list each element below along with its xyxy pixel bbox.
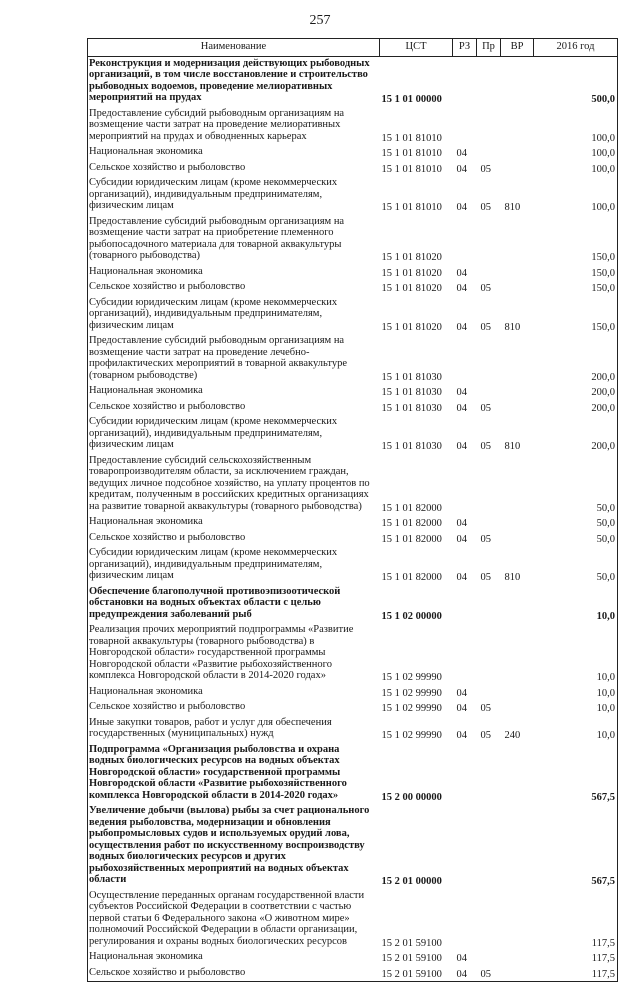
row-rz: 04 xyxy=(456,283,467,294)
row-sum: 200,0 xyxy=(534,334,618,384)
header-rz: РЗ xyxy=(453,39,477,57)
row-pr xyxy=(477,623,501,685)
row-vr xyxy=(501,889,534,951)
row-sum: 100,0 xyxy=(534,107,618,146)
row-rz xyxy=(453,454,477,516)
row-pr xyxy=(477,334,501,384)
row-sum: 117,5 xyxy=(534,966,618,982)
row-pr: 05 xyxy=(480,572,491,583)
row-rz: 04 xyxy=(456,518,467,529)
row-name: Предоставление субсидий рыбоводным организациям на возмещение части затрат на проведение мелиоративных мероприятий на прудах и обводненных карьерах xyxy=(88,107,380,146)
row-pr xyxy=(477,804,501,889)
row-cst: 15 1 01 81020 xyxy=(381,252,442,263)
row-pr: 05 xyxy=(480,730,491,741)
row-rz xyxy=(453,334,477,384)
table-row xyxy=(88,515,618,531)
row-sum: 567,5 xyxy=(534,743,618,805)
row-cst: 15 2 01 59100 xyxy=(381,937,442,949)
row-name: Обеспечение благополучной противоэпизоотической обстановки на водных объектах области с целью предупреждения заболеваний рыб xyxy=(88,585,380,624)
row-pr xyxy=(477,743,501,805)
row-pr xyxy=(477,107,501,146)
table-row xyxy=(88,700,618,716)
row-pr xyxy=(477,265,501,281)
table-row xyxy=(88,585,618,624)
row-sum: 200,0 xyxy=(534,400,618,416)
row-rz xyxy=(453,56,477,107)
row-pr xyxy=(477,889,501,951)
table-row xyxy=(88,743,618,805)
row-cst: 15 2 01 59100 xyxy=(380,966,453,982)
row-cst: 15 1 01 81030 xyxy=(381,441,442,452)
row-vr: 810 xyxy=(504,441,521,452)
row-name: Национальная экономика xyxy=(88,265,380,281)
row-sum: 50,0 xyxy=(534,515,618,531)
row-pr: 05 xyxy=(480,321,491,333)
row-vr xyxy=(501,215,534,265)
table-row xyxy=(88,280,618,296)
row-vr xyxy=(501,454,534,516)
row-pr: 05 xyxy=(480,202,491,213)
row-rz: 04 xyxy=(456,687,467,699)
table-row xyxy=(88,531,618,547)
row-name: Предоставление субсидий сельскохозяйственным товаропроизводителям области, за исключением граждан, ведущих личное подсобное хозяйство, на уплату процентов по кредитам, полученным в российских кредитных организациях на развитие товарной аквакультуры (товарного рыбоводства) xyxy=(88,454,380,516)
row-rz: 04 xyxy=(456,148,467,159)
row-rz xyxy=(453,889,477,951)
header-cst: ЦСТ xyxy=(380,39,453,57)
row-sum: 10,0 xyxy=(534,700,618,716)
row-sum: 50,0 xyxy=(534,546,618,585)
row-pr xyxy=(477,585,501,624)
row-rz: 04 xyxy=(456,730,467,741)
row-cst: 15 1 01 81010 xyxy=(381,202,442,213)
row-rz: 04 xyxy=(456,703,467,714)
table-row xyxy=(88,265,618,281)
table-row xyxy=(88,889,618,951)
row-rz: 04 xyxy=(456,267,467,279)
row-rz xyxy=(453,215,477,265)
table-row xyxy=(88,145,618,161)
row-cst: 15 1 01 82000 xyxy=(381,518,442,529)
row-name: Национальная экономика xyxy=(88,685,380,701)
table-row xyxy=(88,966,618,982)
row-cst: 15 1 01 81010 xyxy=(381,163,442,175)
row-name: Субсидии юридическим лицам (кроме некоммерческих организаций), индивидуальным предпринимателям, физическим лицам xyxy=(88,546,380,585)
row-sum: 50,0 xyxy=(534,454,618,516)
row-rz xyxy=(453,107,477,146)
row-rz xyxy=(453,804,477,889)
row-vr xyxy=(501,334,534,384)
row-pr xyxy=(477,145,501,161)
row-sum: 10,0 xyxy=(534,716,618,743)
header-sum: 2016 год xyxy=(534,39,618,57)
table-row xyxy=(88,415,618,454)
row-vr: 810 xyxy=(504,572,521,583)
table-header-row xyxy=(88,39,618,57)
budget-table xyxy=(87,38,618,982)
row-rz: 04 xyxy=(456,953,467,964)
row-name: Осуществление переданных органам государственной власти субъектов Российской Федерации в соответствии с частью первой статьи 6 Федерального закона «О животном мире» полномочий Российской Федерации в области организации, регулирования и охраны водных биологических ресурсов xyxy=(88,889,380,951)
row-vr xyxy=(501,384,534,400)
table-row xyxy=(88,215,618,265)
table-row xyxy=(88,176,618,215)
row-pr: 05 xyxy=(480,703,491,714)
row-name: Предоставление субсидий рыбоводным организациям на возмещение части затрат на приобретение племенного рыбопосадочного материала для товарной аквакультуры (товарного рыбоводства) xyxy=(88,215,380,265)
row-rz: 04 xyxy=(456,402,467,414)
row-vr xyxy=(501,966,534,982)
row-vr xyxy=(501,145,534,161)
row-name: Национальная экономика xyxy=(88,145,380,161)
row-sum: 100,0 xyxy=(534,176,618,215)
table-body xyxy=(88,56,618,982)
row-rz: 04 xyxy=(456,387,467,398)
row-name: Сельское хозяйство и рыболовство xyxy=(88,161,380,177)
row-sum: 200,0 xyxy=(534,384,618,400)
row-name: Иные закупки товаров, работ и услуг для обеспечения государственных (муниципальных) нужд xyxy=(88,716,380,743)
table-row xyxy=(88,56,618,107)
row-cst: 15 1 01 81020 xyxy=(381,267,442,279)
row-vr xyxy=(501,804,534,889)
row-cst: 15 1 01 81030 xyxy=(381,402,442,414)
row-vr xyxy=(501,280,534,296)
row-name: Субсидии юридическим лицам (кроме некоммерческих организаций), индивидуальным предпринимателям, физическим лицам xyxy=(88,296,380,335)
row-pr xyxy=(477,454,501,516)
row-name: Национальная экономика xyxy=(88,950,380,966)
row-vr xyxy=(501,56,534,107)
row-pr xyxy=(477,384,501,400)
row-cst: 15 1 02 99990 xyxy=(381,730,442,741)
row-vr: 810 xyxy=(504,321,521,333)
table-row xyxy=(88,384,618,400)
row-rz: 04 xyxy=(453,966,477,982)
row-sum: 50,0 xyxy=(534,531,618,547)
row-sum: 150,0 xyxy=(534,296,618,335)
row-sum: 150,0 xyxy=(534,215,618,265)
table-row xyxy=(88,107,618,146)
row-cst: 15 2 01 00000 xyxy=(381,876,442,887)
row-rz xyxy=(453,743,477,805)
row-cst: 15 1 01 00000 xyxy=(381,94,442,105)
table-row xyxy=(88,161,618,177)
row-cst: 15 1 02 99990 xyxy=(381,672,442,683)
row-cst: 15 1 01 82000 xyxy=(381,572,442,583)
row-cst: 15 1 01 81030 xyxy=(381,387,442,398)
row-rz: 04 xyxy=(456,202,467,213)
row-pr: 05 xyxy=(477,966,501,982)
table-row xyxy=(88,546,618,585)
row-name: Сельское хозяйство и рыболовство xyxy=(88,400,380,416)
table-row xyxy=(88,454,618,516)
table-row xyxy=(88,623,618,685)
table-row xyxy=(88,334,618,384)
table-row xyxy=(88,716,618,743)
row-pr xyxy=(477,215,501,265)
row-cst: 15 1 01 81010 xyxy=(381,132,442,144)
row-pr: 05 xyxy=(480,441,491,452)
table-row xyxy=(88,685,618,701)
row-sum: 100,0 xyxy=(534,145,618,161)
row-cst: 15 1 01 81010 xyxy=(381,148,442,159)
row-rz: 04 xyxy=(456,572,467,583)
row-sum: 500,0 xyxy=(534,56,618,107)
row-sum: 117,5 xyxy=(534,889,618,951)
row-name: Реализация прочих мероприятий подпрограммы «Развитие товарной аквакультуры (товарного рыбоводства) в Новгородской области» государственной программы Новгородской области «Развитие рыбохозяйственного комплекса Новгородской области в 2014-2020 годах» xyxy=(88,623,380,685)
row-sum: 10,0 xyxy=(534,623,618,685)
row-vr: 810 xyxy=(504,202,521,213)
table-row xyxy=(88,950,618,966)
row-sum: 100,0 xyxy=(534,161,618,177)
row-cst: 15 1 01 82000 xyxy=(381,502,442,514)
row-vr xyxy=(501,107,534,146)
row-sum: 10,0 xyxy=(534,585,618,624)
row-rz xyxy=(453,585,477,624)
row-sum: 200,0 xyxy=(534,415,618,454)
row-pr: 05 xyxy=(480,163,491,175)
row-pr xyxy=(477,685,501,701)
row-pr: 05 xyxy=(480,283,491,294)
row-pr xyxy=(477,56,501,107)
row-name: Сельское хозяйство и рыболовство xyxy=(88,966,380,982)
row-name: Национальная экономика xyxy=(88,515,380,531)
row-cst: 15 1 01 81030 xyxy=(381,371,442,383)
row-name: Увеличение добычи (вылова) рыбы за счет рационального ведения рыболовства, модернизации и обновления рыбопромысловых судов и используемых орудий лова, осуществления работ по искусственному воспроизводству водных биологических ресурсов и других рыбохозяйственных мероприятий на водных объектах области xyxy=(88,804,380,889)
row-sum: 567,5 xyxy=(534,804,618,889)
row-cst: 15 1 01 82000 xyxy=(381,533,442,545)
row-name: Предоставление субсидий рыбоводным организациям на возмещение части затрат на проведение лечебно-профилактических мероприятий в товарной аквакультуре (товарном рыбоводстве) xyxy=(88,334,380,384)
row-name: Сельское хозяйство и рыболовство xyxy=(88,280,380,296)
row-rz xyxy=(453,623,477,685)
table-row xyxy=(88,804,618,889)
row-vr xyxy=(501,531,534,547)
row-name: Сельское хозяйство и рыболовство xyxy=(88,531,380,547)
table-row xyxy=(88,296,618,335)
row-cst: 15 1 02 99990 xyxy=(381,687,442,699)
row-sum: 117,5 xyxy=(534,950,618,966)
row-pr: 05 xyxy=(480,402,491,414)
row-vr xyxy=(501,700,534,716)
page-number: 257 xyxy=(309,13,331,28)
row-name: Субсидии юридическим лицам (кроме некоммерческих организаций), индивидуальным предпринимателям, физическим лицам xyxy=(88,176,380,215)
row-vr xyxy=(501,950,534,966)
header-vr: ВР xyxy=(501,39,534,57)
row-cst: 15 1 01 81020 xyxy=(381,283,442,294)
row-name: Подпрограмма «Организация рыболовства и охрана водных биологических ресурсов на водных объектах Новгородской области» государственной программы Новгородской области «Развитие рыбохозяйственного комплекса Новгородской области в 2014-2020 годах» xyxy=(88,743,380,805)
row-name: Субсидии юридическим лицам (кроме некоммерческих организаций), индивидуальным предпринимателям, физическим лицам xyxy=(88,415,380,454)
header-pr: Пр xyxy=(477,39,501,57)
table-row xyxy=(88,400,618,416)
row-pr xyxy=(477,515,501,531)
row-name: Сельское хозяйство и рыболовство xyxy=(88,700,380,716)
row-cst: 15 2 00 00000 xyxy=(381,791,442,803)
header-name: Наименование xyxy=(88,39,380,57)
row-cst: 15 2 01 59100 xyxy=(381,953,442,964)
row-vr xyxy=(501,400,534,416)
row-sum: 150,0 xyxy=(534,265,618,281)
row-vr xyxy=(501,161,534,177)
row-vr xyxy=(501,685,534,701)
row-vr xyxy=(501,743,534,805)
row-cst: 15 1 02 99990 xyxy=(381,703,442,714)
row-vr: 240 xyxy=(504,730,521,741)
row-sum: 150,0 xyxy=(534,280,618,296)
row-pr xyxy=(477,950,501,966)
row-vr xyxy=(501,515,534,531)
row-sum: 10,0 xyxy=(534,685,618,701)
row-name: Реконструкция и модернизация действующих рыбоводных организаций, в том числе восстановление и строительство рыбоводных водоемов, проведение мелиоративных мероприятий на прудах xyxy=(88,56,380,107)
row-vr xyxy=(501,265,534,281)
row-name: Национальная экономика xyxy=(88,384,380,400)
row-cst: 15 1 01 81020 xyxy=(381,321,442,333)
row-pr: 05 xyxy=(480,533,491,545)
row-rz: 04 xyxy=(456,163,467,175)
row-vr xyxy=(501,585,534,624)
row-vr xyxy=(501,623,534,685)
row-rz: 04 xyxy=(456,441,467,452)
row-rz: 04 xyxy=(456,533,467,545)
row-cst: 15 1 02 00000 xyxy=(381,610,442,622)
row-rz: 04 xyxy=(456,321,467,333)
